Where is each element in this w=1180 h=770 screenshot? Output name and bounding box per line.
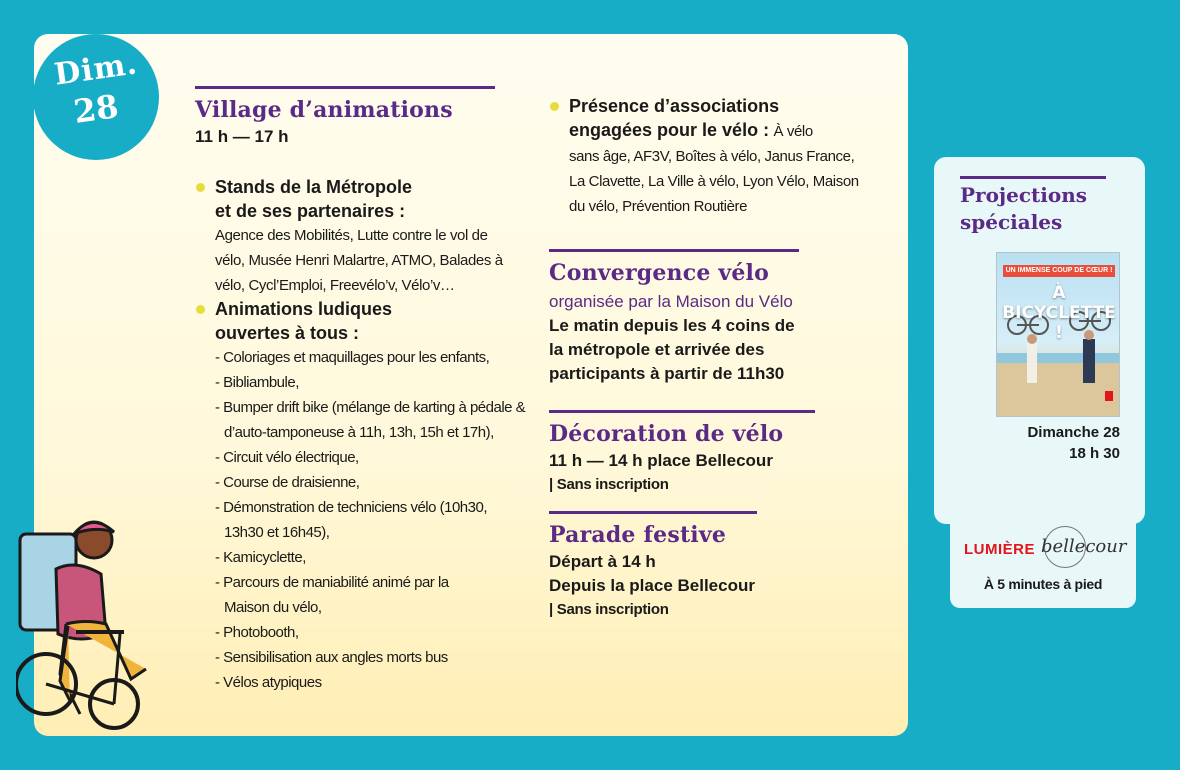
section-rule (549, 249, 799, 252)
projections-title-2: spéciales (960, 210, 1063, 234)
screening-time: 18 h 30 (1069, 445, 1120, 462)
section-rule (549, 410, 815, 413)
list-item: - Bibliambule, (215, 374, 299, 391)
bullet-dot-icon (550, 102, 559, 111)
decoration-section (549, 410, 879, 497)
convergence-body-2: la métropole et arrivée des (549, 340, 765, 359)
list-item: - Coloriages et maquillages pour les enfants, (215, 349, 490, 366)
stands-head-1: Stands de la Métropole (215, 177, 413, 197)
list-item: - Sensibilisation aux angles morts bus (215, 649, 448, 666)
poster-title: À BICYCLETTE ! (1002, 283, 1116, 343)
screening-info (990, 422, 1120, 464)
decoration-note: | Sans inscription (549, 476, 669, 493)
cinema-brand-2: bellecour (1041, 536, 1127, 557)
stands-text-1: Agence des Mobilités, Lutte contre le vol de (215, 227, 488, 244)
bullet-dot-icon (196, 305, 205, 314)
parade-line-2: Depuis la place Bellecour (549, 576, 755, 595)
projections-title-1: Projections (960, 183, 1088, 207)
list-item: - Circuit vélo électrique, (215, 449, 359, 466)
stands-text-2: vélo, Musée Henri Malartre, ATMO, Balades à (215, 252, 503, 269)
convergence-title: Convergence vélo (549, 260, 769, 286)
convergence-body-3: participants à partir de 11h30 (549, 364, 785, 383)
animations-head-1: Animations ludiques (215, 299, 393, 319)
projections-title (960, 182, 1130, 236)
parade-title: Parade festive (549, 522, 727, 548)
parade-section (549, 511, 879, 622)
list-item: - Course de draisienne, (215, 474, 360, 491)
stands-head-2: et de ses partenaires : (215, 201, 406, 221)
stands-bullet (195, 175, 545, 298)
middle-column (549, 94, 879, 622)
badge-number: 28 (71, 87, 121, 131)
cinema-brand-1: LUMIÈRE (964, 541, 1035, 558)
associations-text-2: La Clavette, La Ville à vélo, Lyon Vélo, Maison (569, 173, 859, 190)
section-rule (549, 511, 757, 514)
village-time: 11 h — 17 h (195, 127, 289, 146)
associations-bullet (549, 94, 879, 219)
film-poster[interactable] (996, 252, 1120, 417)
list-item: - Bumper drift bike (mélange de karting à pédale & d’auto-tamponeuse à 11h, 13h, 15h et 17h), (215, 399, 526, 441)
associations-text-1: sans âge, AF3V, Boîtes à vélo, Janus France, (569, 148, 855, 165)
parade-line-1: Départ à 14 h (549, 552, 656, 571)
convergence-body-1: Le matin depuis les 4 coins de (549, 316, 795, 335)
village-title: Village d’animations (195, 97, 453, 123)
associations-head-1: Présence d’associations (569, 96, 780, 116)
list-item: - Parcours de maniabilité animé par la Maison du vélo, (215, 574, 449, 616)
convergence-section (549, 249, 879, 386)
poster-banner: UN IMMENSE COUP DE CŒUR ! (1003, 265, 1115, 277)
animations-head-2: ouvertes à tous : (215, 323, 360, 343)
decoration-line: 11 h — 14 h place Bellecour (549, 451, 773, 470)
associations-text-3: du vélo, Prévention Routière (569, 198, 748, 215)
stands-text-3: vélo, Cycl’Emploi, Freevélo’v, Vélo’v… (215, 277, 455, 294)
parade-note: | Sans inscription (549, 601, 669, 618)
section-rule (195, 86, 495, 89)
list-item: - Kamicyclette, (215, 549, 306, 566)
bullet-dot-icon (196, 183, 205, 192)
decoration-title: Décoration de vélo (549, 421, 784, 447)
cinema-logo[interactable] (964, 536, 1127, 564)
list-item: - Photobooth, (215, 624, 299, 641)
associations-head-2: engagées pour le vélo : (569, 120, 770, 140)
list-item: - Vélos atypiques (215, 674, 322, 691)
cyclist-illustration-icon (16, 514, 156, 740)
convergence-subtitle: organisée par la Maison du Vélo (549, 292, 793, 311)
date-badge (33, 34, 159, 160)
village-section (195, 86, 545, 695)
associations-inline: À vélo (773, 123, 813, 140)
screening-date: Dimanche 28 (1027, 424, 1120, 441)
list-item: - Démonstration de techniciens vélo (10h30, 13h30 et 16h45), (215, 499, 487, 541)
walk-distance: À 5 minutes à pied (983, 576, 1103, 592)
animations-bullet (195, 297, 545, 695)
badge-day: Dim. (52, 46, 140, 93)
section-rule (960, 176, 1106, 179)
